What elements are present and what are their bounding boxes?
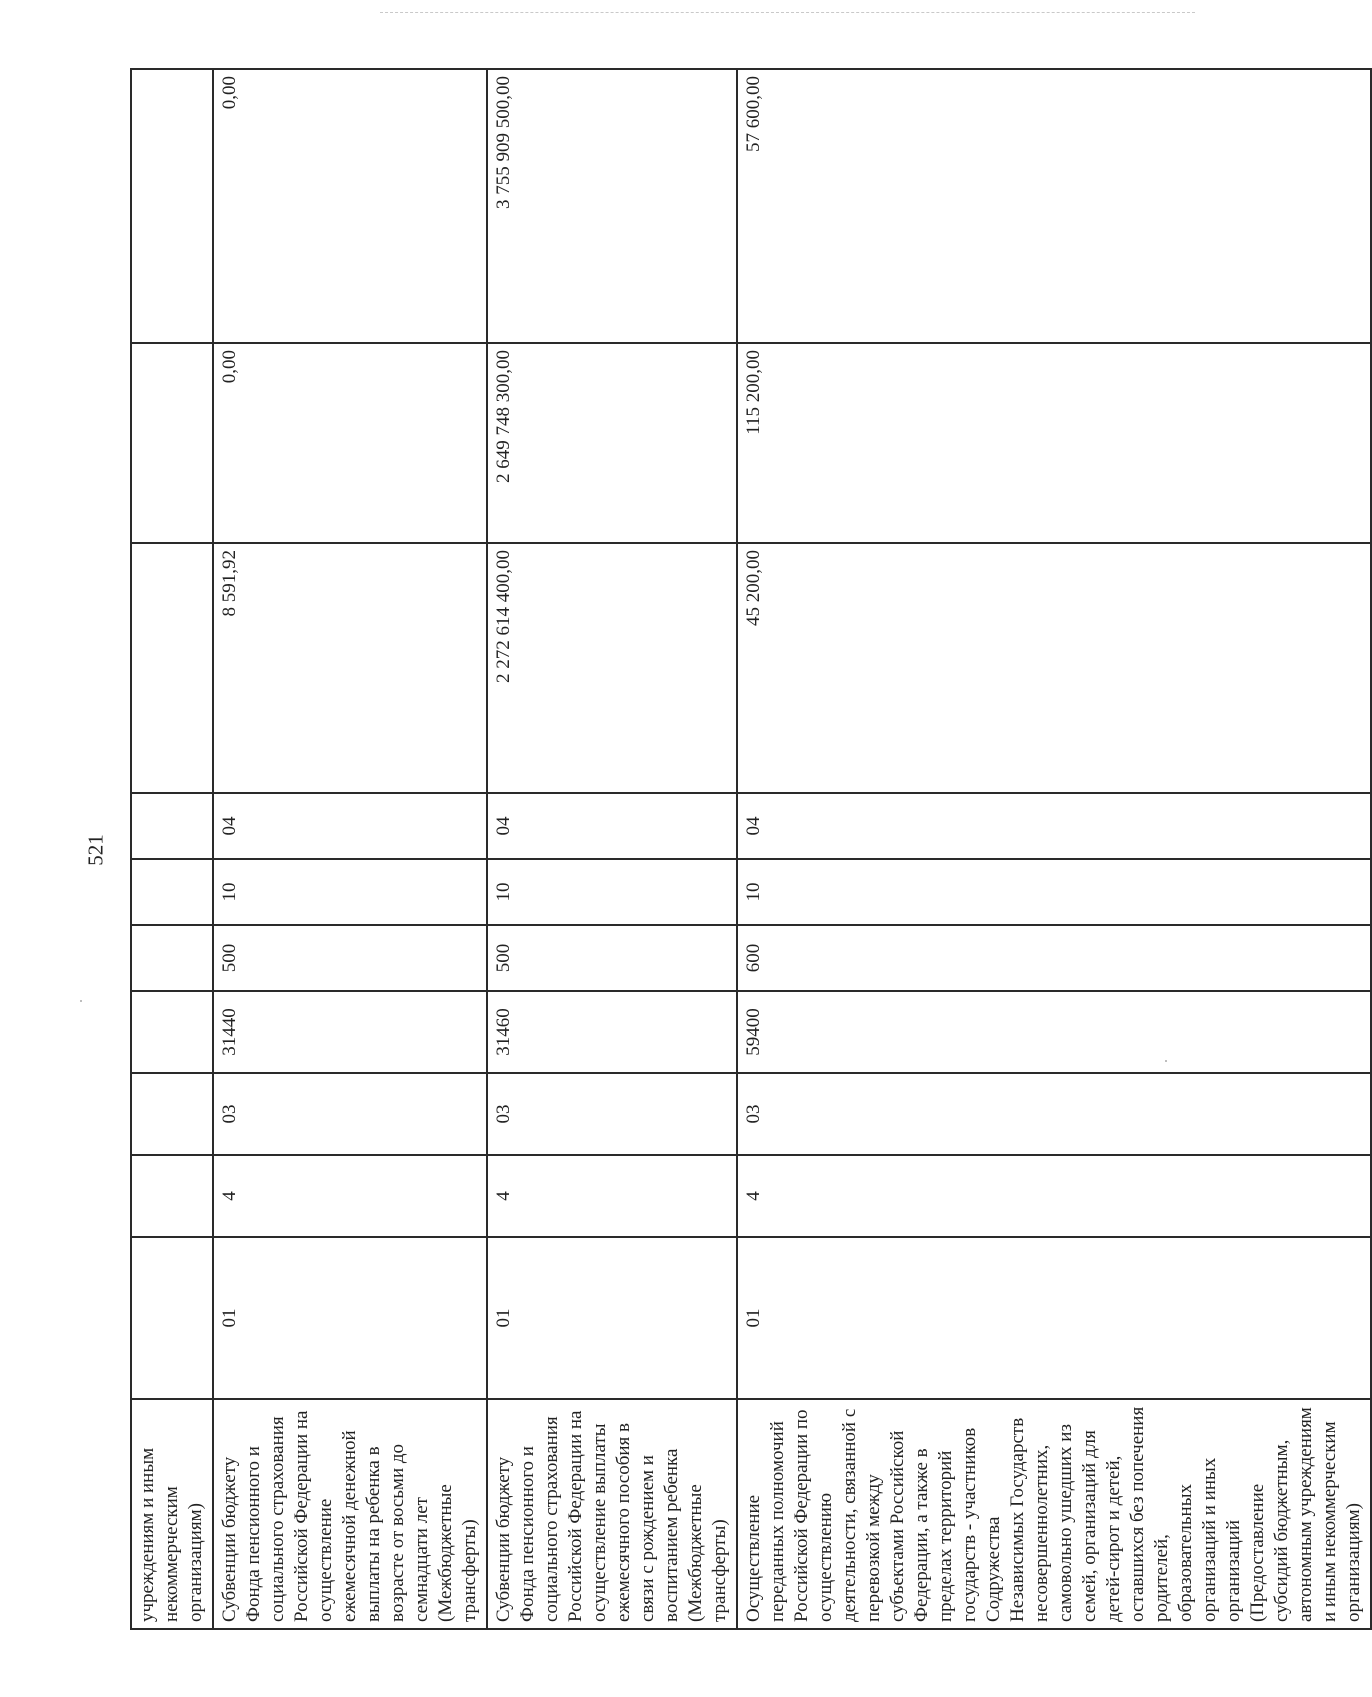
code-cell: 500: [487, 925, 737, 991]
amount-cell: [131, 543, 213, 793]
code-cell: [131, 1237, 213, 1399]
code-cell: 01: [213, 1237, 487, 1399]
scan-speck: [80, 1000, 82, 1002]
code-cell: 10: [737, 859, 1371, 925]
amount-cell: 2 272 614 400,00: [487, 543, 737, 793]
row-name-cell: Субвенции бюджету Фонда пенсионного и социального страхования Российской Федерации на осуществление выплаты ежемесячного пособия в связи с рождением и воспитанием ребенка (Межбюджетные трансферты): [487, 1399, 737, 1629]
code-cell: 03: [213, 1073, 487, 1155]
row-name-cell: Осуществление переданных полномочий Российской Федерации по осуществлению деятельности, связанной с перевозкой между субъектами Российской Федерации, а также в пределах территорий государств - участников Содружества Независимых Государств несовершеннолетних, самовольно ушедших из семей, организаций для детей-сирот и детей, оставшихся без попечения родителей, образовательных организаций и иных организаций (Предоставление субсидий бюджетным, автономным учреждениям и иным некоммерческим организациям): [737, 1399, 1371, 1629]
code-cell: 4: [213, 1155, 487, 1237]
code-cell: 04: [487, 793, 737, 859]
amount-cell: 115 200,00: [737, 343, 1371, 543]
code-cell: 600: [737, 925, 1371, 991]
code-cell: 03: [737, 1073, 1371, 1155]
row-name-cell: Субвенции бюджету Фонда пенсионного и социального страхования Российской Федерации на осуществление ежемесячной денежной выплаты на ребенка в возрасте от восьми до семнадцати лет (Межбюджетные трансферты): [213, 1399, 487, 1629]
code-cell: 4: [737, 1155, 1371, 1237]
code-cell: [131, 1073, 213, 1155]
code-cell: 500: [213, 925, 487, 991]
amount-cell: 2 649 748 300,00: [487, 343, 737, 543]
amount-cell: [131, 343, 213, 543]
row-name-cell: учреждениям и иным некоммерческим организациям): [131, 1399, 213, 1629]
budget-table: [130, 68, 1372, 1630]
code-cell: 31460: [487, 991, 737, 1073]
code-cell: 03: [487, 1073, 737, 1155]
scan-artifact-line: [380, 12, 1195, 14]
amount-cell: 45 200,00: [737, 543, 1371, 793]
code-cell: [131, 793, 213, 859]
table-row: [213, 69, 487, 1629]
code-cell: 10: [213, 859, 487, 925]
code-cell: 04: [213, 793, 487, 859]
table-row: [131, 69, 213, 1629]
page-number: 521: [83, 834, 108, 866]
amount-cell: 0,00: [213, 69, 487, 343]
code-cell: 01: [487, 1237, 737, 1399]
amount-cell: 0,00: [213, 343, 487, 543]
code-cell: 4: [487, 1155, 737, 1237]
amount-cell: 57 600,00: [737, 69, 1371, 343]
amount-cell: 3 755 909 500,00: [487, 69, 737, 343]
amount-cell: [131, 69, 213, 343]
table-row: [737, 69, 1371, 1629]
code-cell: 04: [737, 793, 1371, 859]
code-cell: [131, 859, 213, 925]
code-cell: 10: [487, 859, 737, 925]
code-cell: 31440: [213, 991, 487, 1073]
table-row: [487, 69, 737, 1629]
amount-cell: 8 591,92: [213, 543, 487, 793]
budget-table-area: [130, 70, 1364, 1630]
code-cell: 59400: [737, 991, 1371, 1073]
code-cell: [131, 991, 213, 1073]
code-cell: [131, 925, 213, 991]
code-cell: 01: [737, 1237, 1371, 1399]
code-cell: [131, 1155, 213, 1237]
